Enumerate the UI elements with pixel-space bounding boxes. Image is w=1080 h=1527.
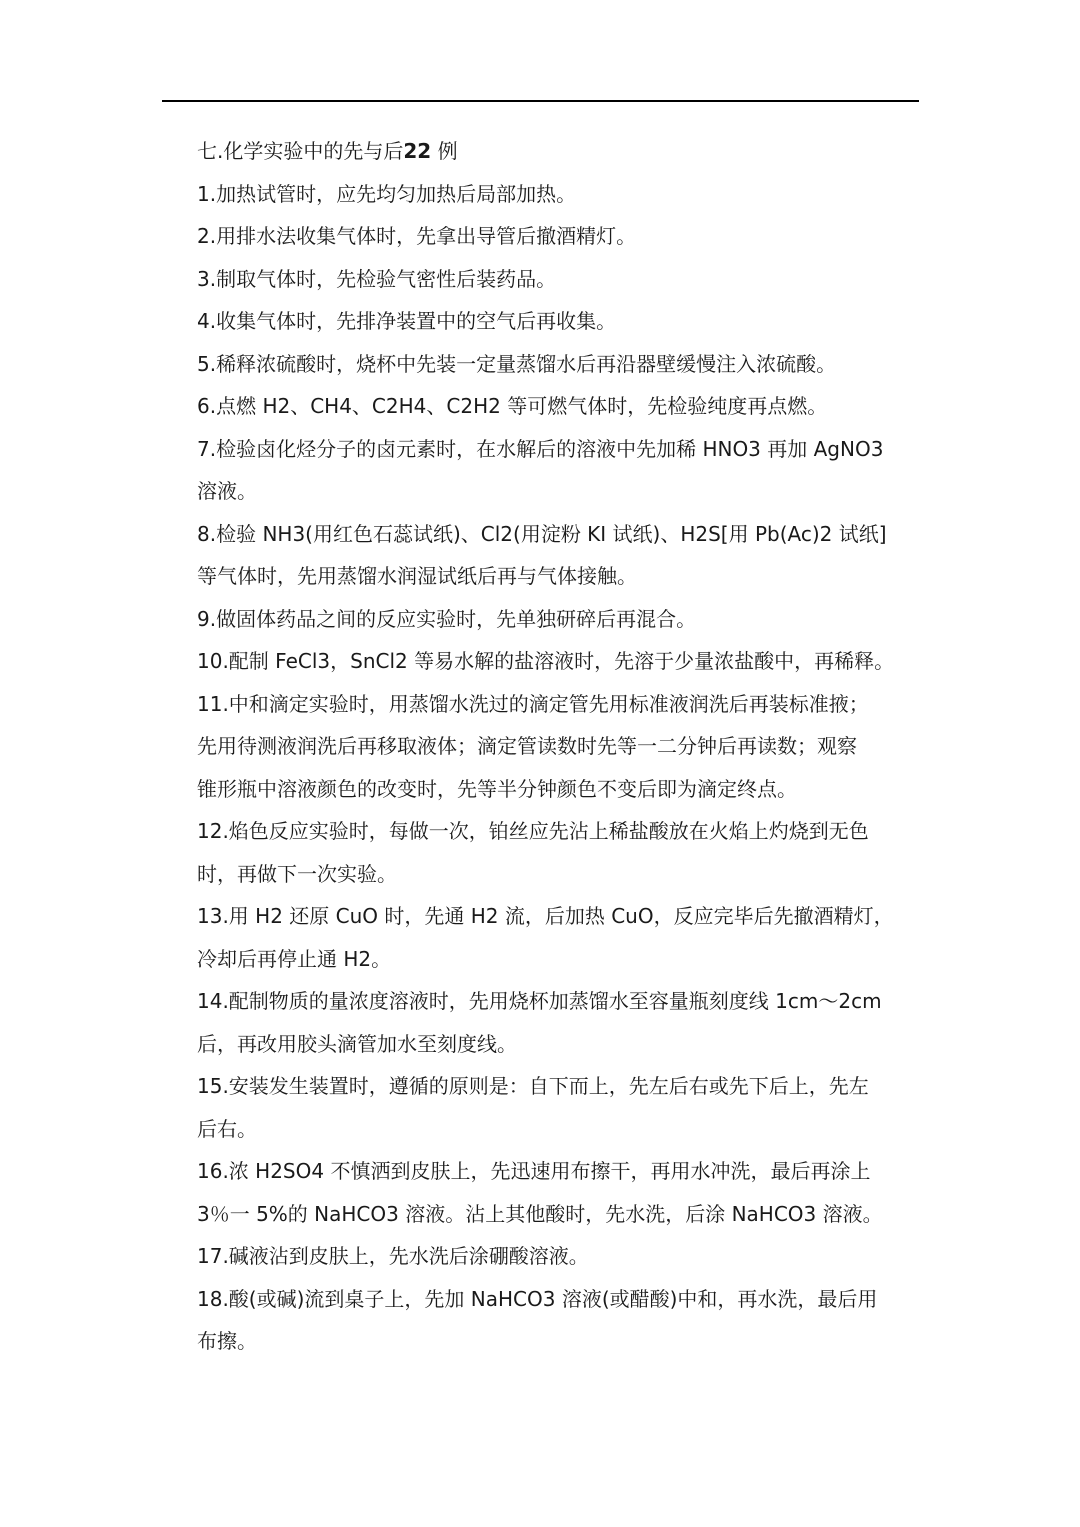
text-line: 冷却后再停止通 H2。 [197, 946, 392, 971]
section-title-prefix: 七.化学实验中的先与后 [197, 139, 404, 163]
text-line: 18.酸(或碱)流到桌子上，先加 NaHCO3 溶液(或醋酸)中和，再水洗，最后用 [197, 1286, 878, 1311]
text-line: 3％一 5%的 NaHCO3 溶液。沾上其他酸时，先水洗，后涂 NaHCO3 溶液。 [197, 1201, 883, 1226]
text-line: 时，再做下一次实验。 [197, 861, 397, 886]
section-title-suffix: 例 [437, 139, 458, 163]
text-line: 13.用 H2 还原 CuO 时，先通 H2 流，后加热 CuO，反应完毕后先撤酒精灯， [197, 904, 894, 928]
text-line: 8.检验 NH3(用红色石蕊试纸)、Cl2(用淀粉 KI 试纸)、H2S[用 Pb(Ac)2 试纸] [197, 521, 887, 546]
text-line: 6.点燃 H2、CH4、C2H4、C2H2 等可燃气体时，先检验纯度再点燃。 [197, 394, 828, 418]
text-line: 17.碱液沾到皮肤上，先水洗后涂硼酸溶液。 [197, 1244, 589, 1268]
text-line: 3.制取气体时，先检验气密性后装药品。 [197, 266, 557, 291]
text-line: 溶液。 [197, 479, 257, 503]
text-line: 1.加热试管时，应先均匀加热后局部加热。 [197, 181, 577, 206]
section-title-number: 22 [403, 139, 432, 163]
text-line: 后右。 [197, 1116, 257, 1141]
text-line: 后，再改用胶头滴管加水至刻度线。 [197, 1031, 517, 1056]
text-line: 9.做固体药品之间的反应实验时，先单独研碎后再混合。 [197, 606, 697, 631]
text-line: 14.配制物质的量浓度溶液时，先用烧杯加蒸馏水至容量瓶刻度线 1cm～2cm [197, 989, 882, 1013]
text-line: 2.用排水法收集气体时，先拿出导管后撤酒精灯。 [197, 224, 637, 248]
text-line: 布擦。 [197, 1329, 257, 1353]
text-line: 16.浓 H2SO4 不慎洒到皮肤上，先迅速用布擦干，再用水冲洗，最后再涂上 [197, 1159, 871, 1183]
text-line: 5.稀释浓硫酸时，烧杯中先装一定量蒸馏水后再沿器壁缓慢注入浓硫酸。 [197, 351, 837, 376]
text-line: 12.焰色反应实验时，每做一次，铂丝应先沾上稀盐酸放在火焰上灼烧到无色 [197, 819, 869, 843]
text-line: 10.配制 FeCl3，SnCl2 等易水解的盐溶液时，先溶于少量浓盐酸中，再稀释。 [197, 649, 895, 673]
document-body [197, 130, 919, 1363]
text-line: 等气体时，先用蒸馏水润湿试纸后再与气体接触。 [197, 564, 637, 588]
text-line: 7.检验卤化烃分子的卤元素时，在水解后的溶液中先加稀 HNO3 再加 AgNO3 [197, 436, 884, 461]
text-line: 先用待测液润洗后再移取液体；滴定管读数时先等一二分钟后再读数；观察 [197, 734, 857, 758]
header-rule [162, 100, 919, 102]
text-line: 15.安装发生装置时，遵循的原则是：自下而上，先左后右或先下后上，先左 [197, 1074, 869, 1098]
section-title [197, 130, 919, 173]
text-line: 锥形瓶中溶液颜色的改变时，先等半分钟颜色不变后即为滴定终点。 [197, 776, 797, 801]
text-line: 11.中和滴定实验时，用蒸馏水洗过的滴定管先用标准液润洗后再装标准掖； [197, 691, 869, 716]
text-line: 4.收集气体时，先排净装置中的空气后再收集。 [197, 309, 617, 333]
